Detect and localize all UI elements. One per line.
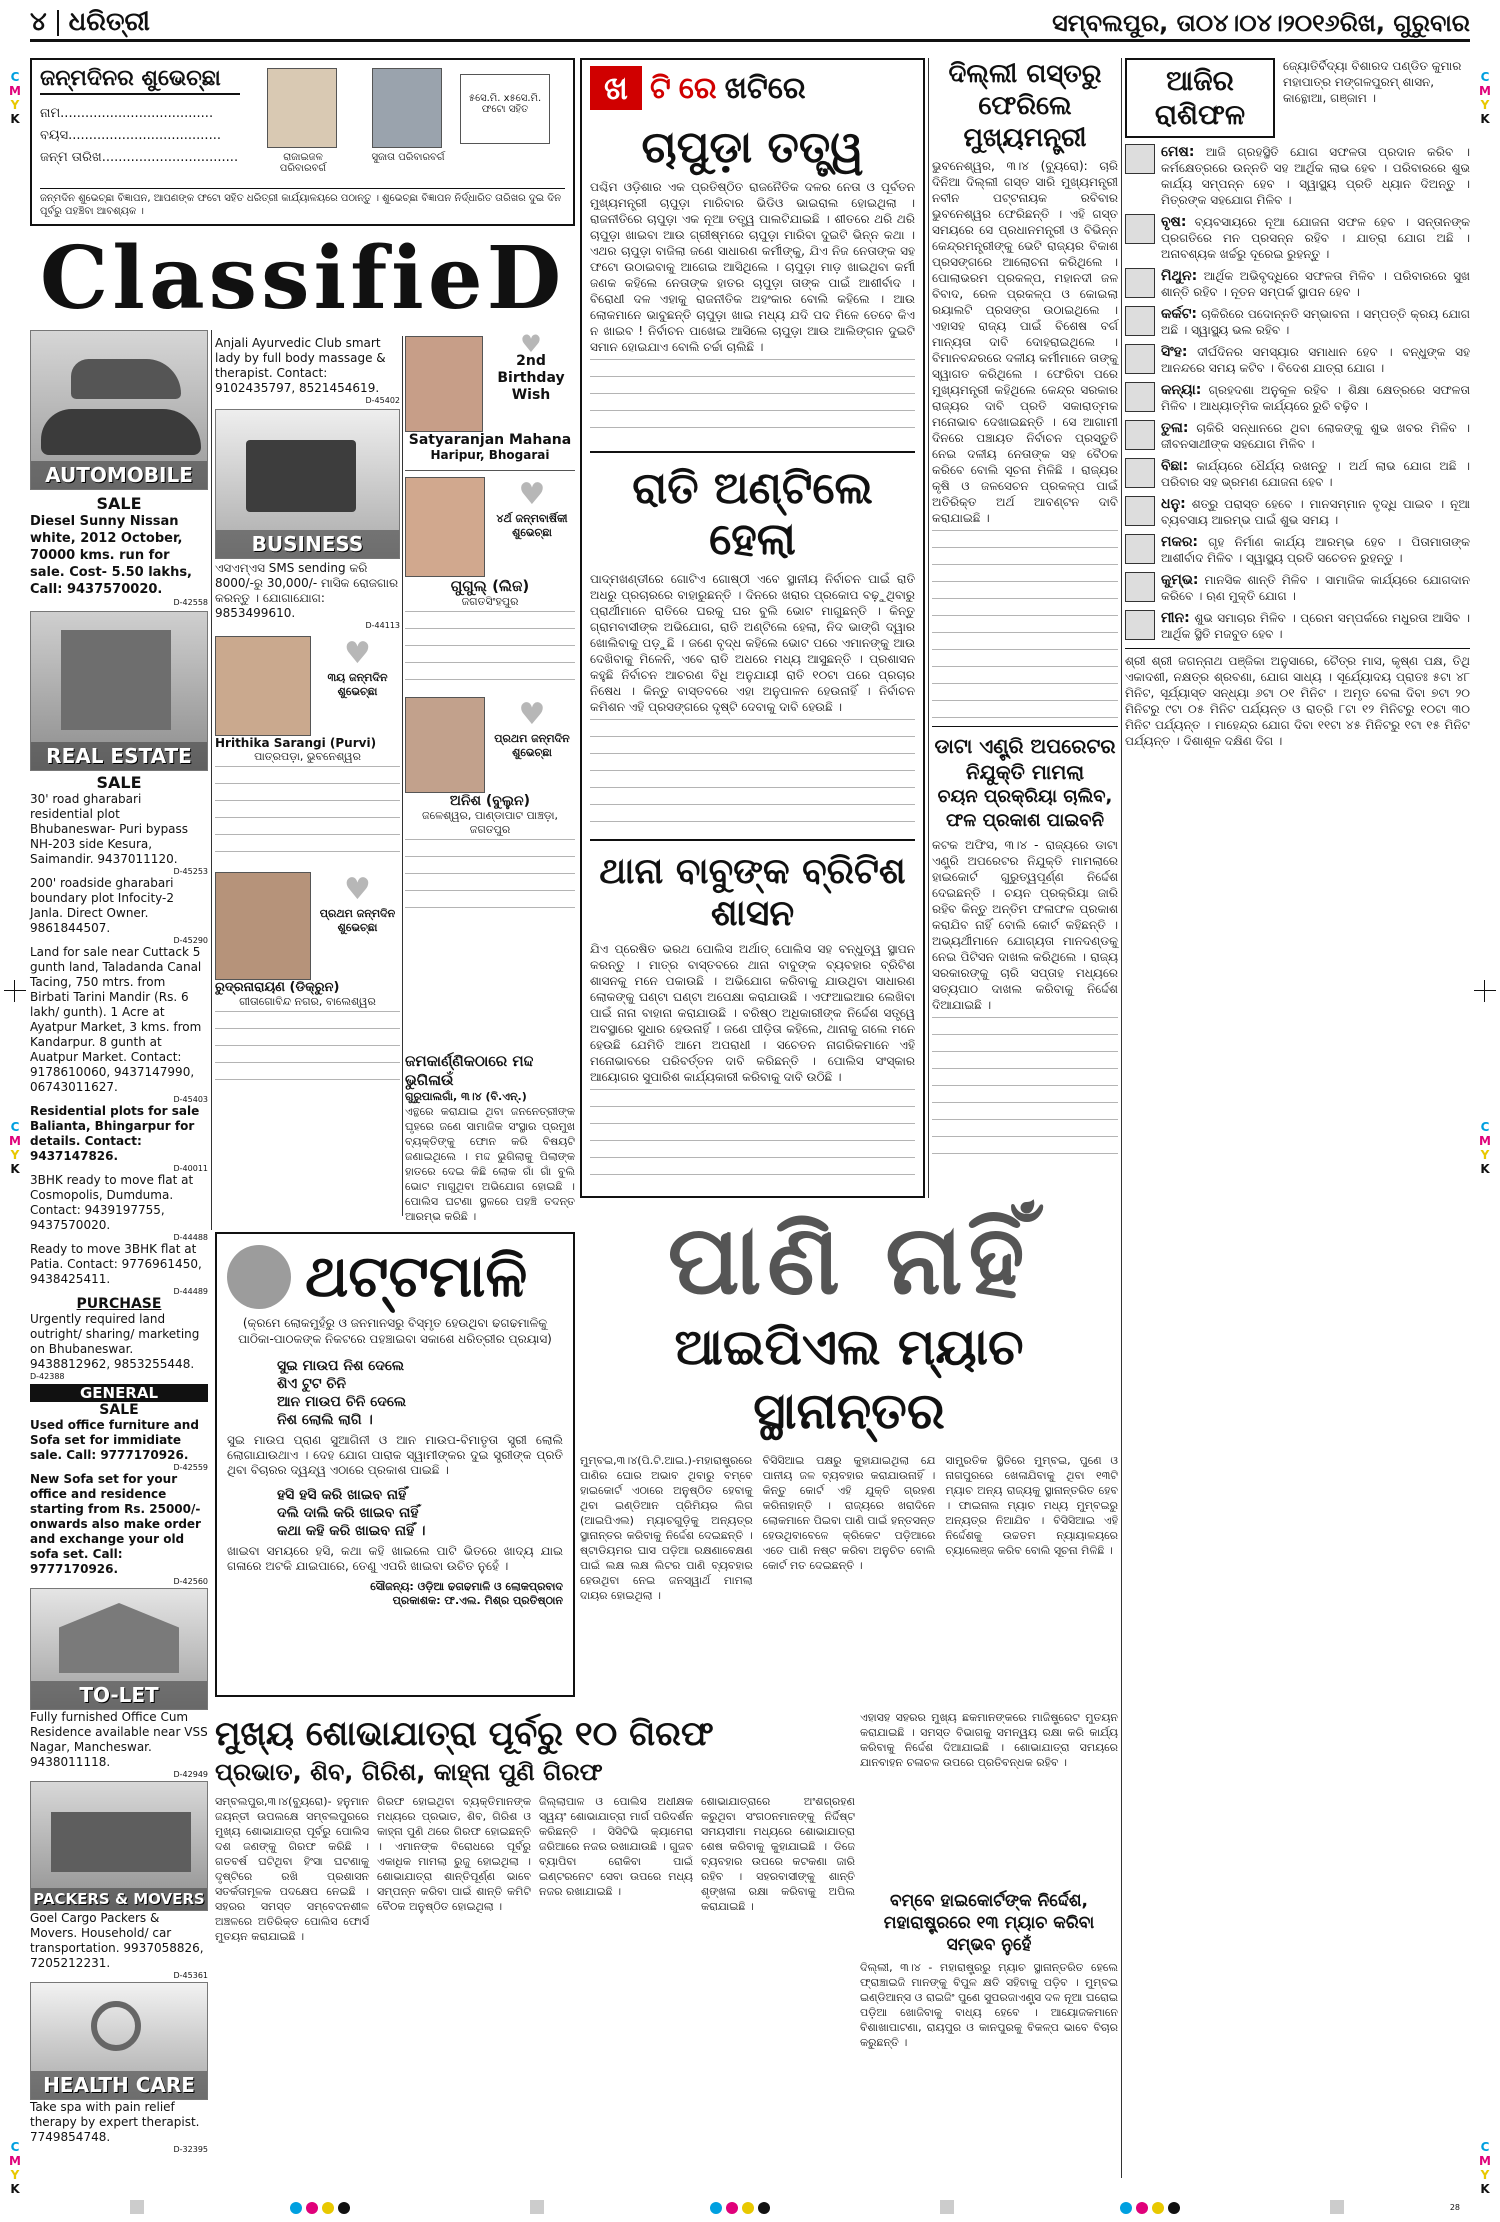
grey-swatch [530,2200,544,2214]
rashi-name: ବୃଷ: [1161,214,1187,230]
delhi-cm-news [932,58,1118,1157]
thana-body: ଯିଏ ପ୍ରେଷିତ ଭରଥ ପୋଲିସ ଅର୍ଥାତ୍ ପୋଲିସ ସହ ବନ୍ଧୁତ୍ୱ ସ୍ଥାପନ କରନ୍ତୁ । ମାତ୍ର ବାସ୍ତବରେ ଥାନା ବାବୁଙ୍କ ବ୍ୟବହାର ବ୍ରିଟିଶ ଶାସନକୁ ମନେ ପକାଉଛି । ଅଭିଯୋଗ କରିବାକୁ ଯାଉଥିବା ସାଧାରଣ ଲୋକଙ୍କୁ ଘଣ୍ଟା ଘଣ୍ଟା ଅପେକ୍ଷା କରାଯାଉଛି । ଏଫଆଇଆର ଲେଖିବା ପାଇଁ ନାନା ବାହାନା କରାଯାଉଛି । ବରିଷ୍ଠ ଅଧିକାରୀଙ୍କ ନିର୍ଦ୍ଦେଶ ସତ୍ତ୍ୱେ ଅବସ୍ଥାରେ ସୁଧାର ହେଉନାହିଁ । ଜଣେ ପୀଡ଼ିତା କହିଲେ, ଥାନାକୁ ଗଲେ ମନେ ହେଉଛି ଯେମିତି ଆମେ ଅପରାଧୀ । ସଚେତନ ନାଗରିକମାନେ ଏହି ମନୋଭାବରେ ପରିବର୍ତ୍ତନ ଦାବି କରିଛନ୍ତି । ପୋଲିସ ସଂସ୍କାର ଆୟୋଗର ସୁପାରିଶ କାର୍ଯ୍ୟକାରୀ କରିବାକୁ ଦାବି ଉଠିଛି । [590,942,915,1084]
data-entry-body: କଟକ ଅଫିସ, ୩।୪ - ରାଜ୍ୟରେ ଡାଟା ଏଣ୍ଟ୍ରି ଅପରେଟର ନିଯୁକ୍ତି ମାମଲାରେ ହାଇକୋର୍ଟ ଗୁରୁତ୍ୱପୂର୍ଣ୍ଣ ନିର୍ଦ୍ଦେଶ ଦେଇଛନ୍ତି । ଚୟନ ପ୍ରକ୍ରିୟା ଜାରି ରହିବ କିନ୍ତୁ ଅନ୍ତିମ ଫଳାଫଳ ପ୍ରକାଶ କରାଯିବ ନାହିଁ ବୋଲି କୋର୍ଟ କହିଛନ୍ତି । ଅଭ୍ୟର୍ଥୀମାନେ ଯୋଗ୍ୟତା ମାନଦଣ୍ଡକୁ ନେଇ ପିଟିସନ ଦାଖଲ କରିଥିଲେ । ରାଜ୍ୟ ସରକାରଙ୍କୁ ଚାରି ସପ୍ତାହ ମଧ୍ୟରେ ସତ୍ୟପାଠ ଦାଖଲ କରିବାକୁ ନିର୍ଦ୍ଦେଶ ଦିଆଯାଇଛି । [932,838,1118,1012]
cmyk-marker-right-bottom: C M Y K [1479,2140,1491,2196]
automobile-ad-image [30,330,208,490]
raati-headline: ରାତି ଅଣ୍ଟିଲେ ହେଲା [632,463,873,565]
real-estate-ad-image [30,611,208,771]
to-let-ad-1-code: D-42949 [173,1770,208,1779]
rudra-badge-text: ପ୍ରଥମ ଜନ୍ମଦିନ ଶୁଭେଚ୍ଛା [319,907,396,934]
grey-swatch [1330,2200,1344,2214]
thana-headline: ଥାନା ବାବୁଙ୍କ ବ୍ରିଟିଶ ଶାସନ [599,851,906,934]
real-estate-ad-5: 3BHK ready to move flat at Cosmopolis, Dumduma. Contact: 9439197755, 9437570020. [30,1173,194,1232]
anish-badge-text: ପ୍ରଥମ ଜନ୍ମଦିନ ଶୁଭେଚ୍ଛା [494,732,570,759]
arrest-story [215,1712,855,1944]
arrest-body-column-2: ଗିରଫ ହୋଇଥିବା ବ୍ୟକ୍ତିମାନଙ୍କ ମଧ୍ୟରେ ପ୍ରଭାତ, ଶିବ, ଗିରିଶ ଓ କାହ୍ନା ପୁଣି ଥରେ ଗିରଫ ହୋଇଛନ୍ତି । ଏମାନଙ୍କ ବିରୋଧରେ ପୂର୍ବରୁ ଏକାଧିକ ମାମଲା ରୁଜୁ ହୋଇଥିଲା । ଶୋଭାଯାତ୍ରା ଶାନ୍ତିପୂର୍ଣ୍ଣ ଭାବେ ସମ୍ପନ୍ନ କରିବା ପାଇଁ ଶାନ୍ତି କମିଟି ବୈଠକ ଅନୁଷ୍ଠିତ ହୋଇଥିଲା । [377,1795,531,1913]
section-divider [590,451,915,453]
purchase-ad-1-code: D-42388 [30,1372,65,1381]
jamanikas-body: ଏନ୍ଥରେ କରାଯାଇ ଥିବା ଜନନେତ୍ରୀଙ୍କ ଘୃହରେ ଜଣେ ସାମାଜିକ ସଂସ୍ଥାର ପ୍ରମୁଖ ବ୍ୟକ୍ତିଙ୍କୁ ଫୋନ କରି ବିଷୟଟି ଜଣାଇଥିଲେ । ମଦ୍ଦ ଭୁଗିଲାକୁ ପିଲାଙ୍କ ହାତରେ ଦେଇ କିଛି ଲୋକ ଗାଁ ଗାଁ ବୁଲି ଭୋଟ ମାଗୁଥିବା ଅଭିଯୋଗ ହୋଇଛି । ପୋଲିସ ଘଟଣା ସ୍ଥଳରେ ପହଞ୍ଚି ତଦନ୍ତ ଆରମ୍ଭ କରିଛି । [405,1105,575,1223]
dhagadhamali-header [227,1242,563,1311]
rashi-entry [1125,420,1470,452]
cmyk-dots [1120,2202,1180,2214]
rashi-entry [1125,268,1470,300]
anish-place: ଜଳେଶ୍ୱର, ପାଣ୍ଡାପାଟ ପାଞ୍ଚଡ଼ା, ଜଗତପୁର [422,809,558,836]
classified-column-2 [215,336,400,1081]
panjika-almanac: ଶ୍ରୀ ଶ୍ରୀ ଜଗନ୍ନାଥ ପଞ୍ଜିକା ଅନୁସାରେ, ଚୈତ୍ର ମାସ, କୃଷ୍ଣ ପକ୍ଷ, ତିଥି ଏକାଦଶୀ, ନକ୍ଷତ୍ର ଶ୍ରବଣା, ଯୋଗ ସାଧ୍ୟ । ସୂର୍ଯ୍ୟୋଦୟ ପ୍ରାତଃ ୫ଟା ୪୮ ମିନିଟ, ସୂର୍ଯ୍ୟାସ୍ତ ସନ୍ଧ୍ୟା ୬ଟା ୦୧ ମିନିଟ । ଅମୃତ ବେଳା ଦିବା ୭ଟା ୨୦ ମିନିଟରୁ ୯ଟା ୦୫ ମିନିଟ ପର୍ଯ୍ୟନ୍ତ ଓ ରାତ୍ରି ୮ଟା ୧୨ ମିନିଟରୁ ୧୦ଟା ୩୦ ମିନିଟ ପର୍ଯ୍ୟନ୍ତ । ମାହେନ୍ଦ୍ର ଯୋଗ ଦିବା ୧୧ଟା ୪୫ ମିନିଟରୁ ୧ଟା ୧୫ ମିନିଟ ପର୍ଯ୍ୟନ୍ତ । ଦିଶାଶୂଳ ଦକ୍ଷିଣ ଦିଗ । [1125,648,1470,749]
data-entry-body-continued [932,1017,1118,1157]
real-estate-ad-4: Residential plots for sale Balianta, Bhingarpur for details. Contact: 9437147826. [30,1104,200,1163]
second-birthday-text: 2nd Birthday Wish [497,353,565,403]
rashi-text: ଦୀର୍ଘଦିନର ସମସ୍ୟାର ସମାଧାନ ହେବ । ବନ୍ଧୁଙ୍କ ସହ ଆନନ୍ଦରେ ସମୟ କଟିବ । ବିଦେଶ ଯାତ୍ରା ଯୋଗ । [1161,345,1470,375]
business-ad-2-code: D-44113 [365,621,400,630]
health-ad-1-code: D-32395 [173,2145,208,2154]
general-ad-1-code: D-42559 [173,1463,208,1472]
dateline: ସମ୍ବଲପୁର, ତା୦୪।୦୪।୨୦୧୬ରିଖ, ଗୁରୁବାର [1052,8,1470,37]
field-name: ନାମ..................................... [40,106,214,121]
business-ad-1: Anjali Ayurvedic Club smart lady by full body massage & therapist. Contact: 9102435797, 8521454619. [215,336,386,395]
cmyk-marker-left-bottom: C M Y K [9,2140,21,2196]
rashi-name: ମେଷ: [1161,144,1195,160]
rashi-name: ସିଂହ: [1161,344,1188,360]
dhagadhamali-title: ଥଟ୍ଟମାଳି [305,1242,528,1310]
arrest-body-columns [215,1794,855,1944]
page-code: 28 [1449,2203,1460,2212]
rashi-text: ମାନସିକ ଶାନ୍ତି ମିଳିବ । ସାମାଜିକ କାର୍ଯ୍ୟରେ ଯୋଗଦାନ କରିବେ । ଋଣ ମୁକ୍ତି ଯୋଗ । [1161,573,1470,603]
purchase-heading: PURCHASE [76,1296,162,1312]
delhi-cm-body: ଭୁବନେଶ୍ୱର, ୩।୪ (ବ୍ୟୁରୋ): ଚାରି ଦିନିଆ ଦିଲ୍ଲୀ ଗସ୍ତ ସାରି ମୁଖ୍ୟମନ୍ତ୍ରୀ ନବୀନ ପଟ୍ଟନାୟକ ରବିବାର ଭୁବନେଶ୍ୱର ଫେରିଛନ୍ତି । ଏହି ଗସ୍ତ ସମୟରେ ସେ ପ୍ରଧାନମନ୍ତ୍ରୀ ଓ ବିଭିନ୍ନ କେନ୍ଦ୍ରମନ୍ତ୍ରୀଙ୍କୁ ଭେଟି ରାଜ୍ୟର ବିକାଶ ପ୍ରସଙ୍ଗରେ ଆଲୋଚନା କରିଥିଲେ । ପୋଲାଭରମ ପ୍ରକଳ୍ପ, ମହାନଦୀ ଜଳ ବିବାଦ, ରେଳ ପ୍ରକଳ୍ପ ଓ କୋଇଲା ରୟାଲଟି ପ୍ରସଙ୍ଗ ଉଠାଇଥିଲେ । ଏହାସହ ରାଜ୍ୟ ପାଇଁ ବିଶେଷ ବର୍ଗ ମାନ୍ୟତା ଦାବି ଦୋହରାଇଥିଲେ । ବିମାନବନ୍ଦରରେ ଦଳୀୟ କର୍ମୀମାନେ ତାଙ୍କୁ ସ୍ୱାଗତ କରିଥିଲେ । ଫେରିବା ପରେ ମୁଖ୍ୟମନ୍ତ୍ରୀ କହିଥିଲେ କେନ୍ଦ୍ର ସରକାର ରାଜ୍ୟର ଦାବି ପ୍ରତି ସକାରାତ୍ମକ ମନୋଭାବ ଦେଖାଇଛନ୍ତି । ସେ ଆଗାମୀ ଦିନରେ ପଞ୍ଚାୟତ ନିର୍ବାଚନ ପ୍ରସ୍ତୁତି ନେଇ ଦଳୀୟ ନେତାଙ୍କ ସହ ବୈଠକ କରିବେ ବୋଲି ସୂଚନା ମିଳିଛି । ରାଜ୍ୟର କୃଷି ଓ ଜଳସେଚନ ପ୍ରକଳ୍ପ ପାଇଁ ଅତିରିକ୍ତ ଅର୍ଥ ଆବଣ୍ଟନ ଦାବି କରାଯାଇଛି । [932,159,1118,525]
section-divider [932,726,1118,727]
rashi-name: ମକର: [1161,534,1199,550]
arrest-body-column-3: ଜିଲ୍ଲାପାଳ ଓ ପୋଲିସ ଅଧୀକ୍ଷକ ସ୍ୱୟଂ ଶୋଭାଯାତ୍ରା ମାର୍ଗ ପରିଦର୍ଶନ କରିଛନ୍ତି । ସିସିଟିଭି କ୍ୟାମେରା ଜରିଆରେ ନଜର ରଖାଯାଉଛି । ଗୁଜବ ବ୍ୟାପିବା ରୋକିବା ପାଇଁ ଇଣ୍ଟରନେଟ ସେବା ଉପରେ ମଧ୍ୟ ନଜର ରଖାଯାଇଛି । [539,1795,693,1898]
khatire-banner-re: ରେ [678,70,717,106]
real-estate-sale-heading: SALE [96,773,142,792]
satyaranjan-place: Haripur, Bhogarai [430,448,550,462]
gugul-name: ଗୁଗୁଲ୍ (ଲିଜ) [450,577,530,595]
cmyk-marker-left-mid: C M Y K [9,1120,21,1176]
zodiac-icon [1125,344,1155,374]
hrithika-name: Hrithika Sarangi (Purvi) [215,736,377,750]
rashi-text: ଗୃହ ନିର୍ମାଣ କାର୍ଯ୍ୟ ଆରମ୍ଭ ହେବ । ପିତାମାତାଙ୍କ ଆଶୀର୍ବାଦ ମିଳିବ । ସ୍ୱାସ୍ଥ୍ୟ ପ୍ରତି ସଚେତନ ରୁହନ୍ତୁ । [1161,535,1470,565]
data-entry-headline: ଡାଟା ଏଣ୍ଟ୍ରି ଅପରେଟର ନିଯୁକ୍ତି ମାମଲା [934,734,1116,784]
rudra-wishes-text [215,1011,400,1081]
raati-body: ପାଦ୍ମଖଣ୍ଡୀରେ ଗୋଟିଏ ଗୋଷ୍ଠୀ ଏବେ ସ୍ଥାନୀୟ ନିର୍ବାଚନ ପାଇଁ ରାତି ଅଧରୁ ପ୍ରଚାରରେ ବାହାରୁଛନ୍ତି । ଦିନରେ ଖରାର ପ୍ରକୋପ ବଢ଼ୁଥିବାରୁ ପ୍ରାର୍ଥୀମାନେ ରାତିରେ ଘରକୁ ଘର ବୁଲି ଭୋଟ ମାଗୁଛନ୍ତି । କିନ୍ତୁ ଗ୍ରାମବାସୀଙ୍କ ଅଭିଯୋଗ, ରାତି ଅଣ୍ଟିଲେ ହେଲା, ନିଦ ଭାଙ୍ଗି ଦ୍ୱାର ଖୋଲିବାକୁ ପଡ଼ୁଛି । ଜଣେ ବୃଦ୍ଧ କହିଲେ ଭୋଟ ପରେ ଏମାନଙ୍କୁ ଆଉ ଦେଖିବାକୁ ମିଳେନି, ଏବେ ରାତି ଅଧରେ ମଧ୍ୟ ଆସୁଛନ୍ତି । ପ୍ରଶାସନ କହୁଛି ନିର୍ବାଚନ ଆଚରଣ ବିଧି ଅନୁଯାୟୀ ରାତି ୧୦ଟା ପରେ ପ୍ରଚାର ନିଷେଧ । କିନ୍ତୁ ବାସ୍ତବରେ ଏହା ଅନୁପାଳନ ହେଉନାହିଁ । ନିର୍ବାଚନ କମିଶନ ଏହି ପ୍ରସଙ୍ଗରେ ଦୃଷ୍ଟି ଦେବାକୁ ଦାବି ହେଉଛି । [590,572,915,714]
delhi-cm-headline: ଦିଲ୍ଲୀ ଗସ୍ତରୁ ଫେରିଲେ ମୁଖ୍ୟମନ୍ତ୍ରୀ [948,59,1102,153]
briefcase-shape [246,440,356,512]
anish-photo [405,697,485,793]
hrithika-photo [215,636,311,736]
real-estate-ad-2: 200' roadside gharabari boundary plot Infocity-2 Janla. Direct Owner. 9861844507. [30,876,175,935]
ipl-headline: ଆଇପିଏଲ ମ୍ୟାଚ ସ୍ଥାନାନ୍ତର [674,1318,1024,1440]
rudra-place: ଗୀତାଗୋବିନ୍ଦ ନଗର, ବାଲେଶ୍ୱର [239,995,376,1008]
field-dob: ଜନ୍ମ ତାରିଖ................................. [40,150,239,165]
arrest-body-column-5: ଏହାସହ ସହରର ମୁଖ୍ୟ ଛକମାନଙ୍କରେ ମାଜିଷ୍ଟ୍ରେଟ ମୁତୟନ କରାଯାଇଛି । ସମସ୍ତ ବିଭାଗକୁ ସମନ୍ୱୟ ରକ୍ଷା କରି କାର୍ଯ୍ୟ କରିବାକୁ ନିର୍ଦ୍ଦେଶ ଦିଆଯାଇଛି । ଶୋଭାଯାତ୍ରା ସମୟରେ ଯାନବାହନ ଚଳାଚଳ ଉପରେ ପ୍ରତିବନ୍ଧକ ରହିବ । [860,1711,1118,1769]
second-birthday-badge [487,330,575,432]
jamanikas-headline: ଜମକାର୍ଣ୍ଣିକଠାରେ ମଦ୍ଦ ଭୁଗିଳାଉଁ [405,1052,534,1089]
photo-size-note: ୫ସେ.ମି. x୫ସେ.ମି. ଫଟୋ ସହିତ [460,74,550,144]
building-shape [61,630,171,730]
rashi-entry [1125,144,1470,208]
rashi-entry [1125,572,1470,604]
zodiac-icon [1125,214,1155,244]
heart-icon: ♥ [520,330,542,358]
rashi-entry [1125,610,1470,642]
cmyk-marker-left-top: C M Y K [9,70,21,126]
chapuda-headline: ଚାପୁଡ଼ା ତତ୍ତ୍ୱ [641,122,864,173]
rashi-text: ଚାକିରିରେ ପଦୋନ୍ନତି ସମ୍ଭାବନା । ସମ୍ପତ୍ତି କ୍ରୟ ଯୋଗ ଅଛି । ସ୍ୱାସ୍ଥ୍ୟ ଭଲ ରହିବ । [1161,307,1470,337]
delhi-cm-body-continued [932,530,1118,720]
rashi-text: ଚାକିରି ସନ୍ଧାନରେ ଥିବା ଲୋକଙ୍କୁ ଶୁଭ ଖବର ମିଳିବ । ଜୀବନସାଥୀଙ୍କ ସହଯୋଗ ମିଳିବ । [1161,421,1470,451]
rashi-text: ଆର୍ଥିକ ଅଭିବୃଦ୍ଧିରେ ସଫଳତା ମିଳିବ । ପରିବାରରେ ସୁଖ ଶାନ୍ତି ରହିବ । ନୂତନ ସମ୍ପର୍କ ସ୍ଥାପନ ହେବ । [1161,269,1470,299]
header-divider [57,10,59,36]
cmyk-marker-right-top: C M Y K [1479,70,1491,126]
packers-ad-1-code: D-45361 [173,1971,208,1980]
birthday-form-footer: ଜନ୍ମଦିନ ଶୁଭେଚ୍ଛା ବିଜ୍ଞାପନ, ଆପଣଙ୍କ ଫଟୋ ସହିତ ଧରିତ୍ରୀ କାର୍ଯ୍ୟାଳୟରେ ପଠାନ୍ତୁ । ଶୁଭେଚ୍ଛା ବିଜ୍ଞାପନ ନିର୍ଦ୍ଧାରିତ ତାରିଖର ଦୁଇ ଦିନ ପୂର୍ବରୁ ପହଞ୍ଚିବା ଆବଶ୍ୟକ । [40,188,565,218]
heart-icon: ♥ [344,636,371,671]
truck-shape [51,1812,191,1872]
real-estate-ad-5-code: D-44488 [173,1233,208,1242]
zodiac-icon [1125,144,1155,174]
automobile-ad-1-code: D-42558 [173,598,208,607]
rashifala-title: ଆଜିର ରାଶିଫଳ [1125,58,1275,138]
rashi-text: ଶୁଭ ସମାଚାର ମିଳିବ । ପ୍ରେମ ସମ୍ପର୍କରେ ମଧୁରତା ଆସିବ । ଆର୍ଥିକ ସ୍ଥିତି ମଜବୁତ ହେବ । [1161,611,1470,641]
rashi-entry [1125,496,1470,528]
automobile-ad-1: Diesel Sunny Nissan white, 2012 October, 70000 kms. run for sale. Cost- 5.50 lakhs, Call: 9437570020. [30,514,192,597]
zodiac-icon [1125,306,1155,336]
khatire-banner [590,66,915,110]
rashifala-column [1125,58,1470,749]
heart-icon: ♥ [344,872,371,907]
registration-mark-right [1474,980,1496,1002]
general-ad-1: Used office furniture and Sofa set for immidiate sale. Call: 9777170926. [30,1418,199,1462]
business-ad-2: ଏସଏମ୍ଏସ SMS sending କରି 8000/-ରୁ 30,000/- ମାସିକ ରୋଜଗାର କରନ୍ତୁ । ଯୋଗାଯୋଗ: 9853499610. [215,561,399,620]
registration-mark-left [4,980,26,1002]
satyaranjan-photo [405,336,483,432]
satyaranjan-wish-ad [405,330,575,432]
rashifala-header [1125,58,1470,138]
health-ad-image [30,1982,208,2100]
astrologer-credit: ଜ୍ୟୋତିର୍ବିଦ୍ୟା ବିଶାରଦ ପଣ୍ଡିତ କୁମାର ମହାପାତ୍ର ମଙ୍ଗଳପୁରମ୍ ଶାସନ, କାନ୍ଥୋଆ, ଗଞ୍ଜାମ । [1283,59,1462,105]
anish-wishes-text [405,839,575,909]
real-estate-ad-3: Land for sale near Cuttack 5 gunth land, Taladanda Canal Tacing, 750 mtrs. from Birbati Tarini Mandir (Rs. 6 lakh/ gunth). 1 Acre at Ayatpur Market, 3 kms. from Kandarpur. 8 gunth at Auatpur Market. Contact: 9178610060, 9437147990, 06743011627. [30,945,202,1094]
rudra-photo [215,872,311,980]
rashi-entry [1125,344,1470,376]
gugul-badge [489,477,575,577]
anish-wish-ad [405,697,575,793]
dhagadhamali-credit: ସୌଜନ୍ୟ: ଓଡ଼ିଆ ଢଗଢମାଳି ଓ ଲୋକପ୍ରବାଦ [370,1580,563,1593]
sample-adult-photo [372,68,442,148]
real-estate-ad-1: 30' road gharabari residential plot Bhubaneswar- Puri bypass NH-203 side Kesura, Saimandir. 9437011120. [30,792,189,866]
column-rule [402,336,403,1216]
rashi-list [1125,144,1470,642]
satyaranjan-name: Satyaranjan Mahana [408,432,572,448]
ipl-body-column-1: ମୁମ୍ବଇ,୩।୪(ପି.ଟି.ଆଇ.)-ମହାରାଷ୍ଟ୍ରରେ ପାଣିର ଘୋର ଅଭାବ ଥିବାରୁ ବମ୍ବେ ହାଇକୋର୍ଟ ଏଠାରେ ଅନୁଷ୍ଠିତ ହେବାକୁ ଥିବା ଇଣ୍ଡିଆନ ପ୍ରିମିୟର ଲିଗ (ଆଇପିଏଲ) ମ୍ୟାଚଗୁଡ଼ିକୁ ଅନ୍ୟତ୍ର ସ୍ଥାନାନ୍ତର କରିବାକୁ ନିର୍ଦ୍ଦେଶ ଦେଇଛନ୍ତି । ଷ୍ଟାଡିୟମର ଘାସ ପଡ଼ିଆ ରକ୍ଷଣାବେକ୍ଷଣ ପାଇଁ ଲକ୍ଷ ଲକ୍ଷ ଲିଟର ପାଣି ବ୍ୟବହାର ହେଉଥିବା ନେଇ ଜନସ୍ୱାର୍ଥ ମାମଲା ଦାୟର ହୋଇଥିଲା । [580,1454,753,1602]
ipl-body-columns [580,1453,1118,1603]
packers-ad-1: Goel Cargo Packers & Movers. Household/ car transportation. 9937058826, 7205212231. [30,1911,204,1970]
zodiac-icon [1125,572,1155,602]
general-heading: GENERAL [30,1384,208,1402]
dhagadhamali-intro: (କ୍ରମେ ଲୋକମୁହଁରୁ ଓ ଜନମାନସରୁ ବିସ୍ମୃତ ହେଉଥିବା ଢଗଢମାଳିକୁ ପାଠିକା-ପାଠକଙ୍କ ନିକଟରେ ପହଞ୍ଚାଇବା ସକାଶେ ଧରିତ୍ରୀର ପ୍ରୟାସ) [238,1316,552,1346]
rashi-entry [1125,214,1470,262]
rashi-text: ଗ୍ରହଦଶା ଅନୁକୂଳ ରହିବ । ଶିକ୍ଷା କ୍ଷେତ୍ରରେ ସଫଳତା ମିଳିବ । ଆଧ୍ୟାତ୍ମିକ କାର୍ଯ୍ୟରେ ରୁଚି ବଢ଼ିବ । [1161,383,1470,413]
packers-ad-image [30,1781,208,1911]
rudra-badge [315,872,400,980]
data-entry-subheadline: ଚୟନ ପ୍ରକ୍ରିୟା ଚାଲିବ, ଫଳ ପ୍ରକାଶ ପାଇବନି [937,786,1113,831]
gugul-badge-text: ୪ର୍ଥ ଜନ୍ମବାର୍ଷିକୀ ଶୁଭେଚ୍ଛା [496,512,568,539]
real-estate-ad-4-code: D-40011 [173,1164,208,1173]
cartoon-face-icon [227,1245,291,1309]
section-divider [590,839,915,841]
real-estate-ad-6: Ready to move 3BHK flat at Patia. Contact: 9776961450, 9438425411. [30,1242,202,1286]
rashi-text: ଆଜି ଗ୍ରହସ୍ଥିତି ଯୋଗ ସଫଳତା ପ୍ରଦାନ କରିବ । କର୍ମକ୍ଷେତ୍ରରେ ଉନ୍ନତି ସହ ଆର୍ଥିକ ଲାଭ ହେବ । ପରିବାରରେ ଶୁଭ କାର୍ଯ୍ୟ ସମ୍ପନ୍ନ ହେବ । ସ୍ୱାସ୍ଥ୍ୟ ପ୍ରତି ଧ୍ୟାନ ଦିଅନ୍ତୁ । ମିତ୍ରଙ୍କ ସହଯୋଗ ମିଳିବ । [1161,145,1470,207]
anish-name: ଅନିଶ (ବୁଲୁନ) [449,793,531,809]
rashi-name: କର୍କଟ: [1161,306,1197,322]
ipl-substory-body: ଦିଲ୍ଲୀ, ୩।୪ - ମହାରାଷ୍ଟ୍ରରୁ ମ୍ୟାଚ ସ୍ଥାନାନ୍ତରିତ ହେଲେ ଫ୍ରାଞ୍ଚାଇଜି ମାନଙ୍କୁ ବିପୁଳ କ୍ଷତି ସହିବାକୁ ପଡ଼ିବ । ମୁମ୍ବଇ ଇଣ୍ଡିଆନ୍ସ ଓ ରାଇଜିଂ ପୁଣେ ସୁପରଜାଏଣ୍ଟ୍ସ ଦଳ ନୂଆ ଘରୋଇ ପଡ଼ିଆ ଖୋଜିବାକୁ ବାଧ୍ୟ ହେବେ । ଆୟୋଜକମାନେ ବିଶାଖାପାଟଣା, ରାୟପୁର ଓ କାନପୁରକୁ ବିକଳ୍ପ ଭାବେ ବିଚାର କରୁଛନ୍ତି । [860,1961,1118,2049]
automobile-sale-heading: SALE [96,494,142,513]
stethoscope-icon [91,2001,141,2051]
rashi-name: ତୁଳା: [1161,420,1189,436]
health-label: HEALTH CARE [31,2071,207,2099]
business-ad-image [215,409,400,559]
dhagadhamali-box [215,1232,575,1697]
purchase-ad-1: Urgently required land outright/ sharing/ marketing on Bhubaneswar. 9438812962, 9853255448. [30,1312,200,1371]
dhagadhamali-verse-1: ସୁଇ ମାଉପ ନିଶ ଦେଲେ ଶିଏ ଟୁଟ ଚିନି ଆନ ମାଉପ ଚିନି ଦେଲେ ନିଶ ଲୋଲି ଲାଗି । [277,1358,407,1428]
ipl-substory [860,1890,1118,2050]
newspaper-name: ଧରିତ୍ରୀ [68,7,150,37]
zodiac-icon [1125,534,1155,564]
jamanikas-byline: ଗୁରୁପାଲଗାଁ, ୩।୪ (ବି.ଏନ୍.) [405,1090,527,1103]
hrithika-badge [315,636,400,736]
raati-body-continued [590,719,915,831]
dhagadhamali-explanation-2: ଖାଇବା ସମୟରେ ହସି, କଥା କହି ଖାଇଲେ ପାଟି ଭିତରେ ଖାଦ୍ୟ ଯାଇ ଗଳାରେ ଅଟକି ଯାଇପାରେ, ତେଣୁ ଏପରି ଖାଇବା ଉଚିତ ନୁହେଁ । [227,1544,563,1573]
hrithika-badge-text: ୩ୟ ଜନ୍ମଦିନ ଶୁଭେଚ୍ଛା [327,671,388,698]
zodiac-icon [1125,458,1155,488]
gugul-photo [405,477,485,577]
sample-baby-photo [267,68,337,148]
rashi-name: କୁମ୍ଭ: [1161,572,1199,588]
house-shape [59,1603,179,1673]
birthday-form-title: ଜନ୍ମଦିନର ଶୁଭେଚ୍ଛା [40,66,240,95]
rashi-entry [1125,534,1470,566]
classified-column-1 [30,330,208,2154]
health-ad-1: Take spa with pain relief therapy by expert therapist. 7749854748. [30,2100,200,2144]
zodiac-icon [1125,610,1155,640]
column-rule [928,58,929,1198]
ipl-body-column-3: ସାମ୍ପ୍ରତିକ ସ୍ଥିତିରେ ମୁମ୍ବଇ, ପୁଣେ ଓ ନାଗପୁରରେ ଖେଳାଯିବାକୁ ଥିବା ୧୩ଟି ମ୍ୟାଚ ଅନ୍ୟ ରାଜ୍ୟକୁ ସ୍ଥାନାନ୍ତରିତ ହେବ । ଫାଇନାଲ ମ୍ୟାଚ ମଧ୍ୟ ମୁମ୍ବଇରୁ ଅନ୍ୟତ୍ର ନିଆଯିବ । ବିସିସିଆଇ ଏହି ନିର୍ଦ୍ଦେଶକୁ ଉଚ୍ଚତମ ନ୍ୟାୟାଳୟରେ ଚ୍ୟାଲେଞ୍ଜ କରିବ ବୋଲି ସୂଚନା ମିଳିଛି । [945,1454,1119,1557]
rashi-text: ଶତ୍ରୁ ପରାସ୍ତ ହେବେ । ମାନସମ୍ମାନ ବୃଦ୍ଧି ପାଇବ । ନୂଆ ବ୍ୟବସାୟ ଆରମ୍ଭ ପାଇଁ ଶୁଭ ସମୟ । [1161,497,1470,527]
to-let-label: TO-LET [31,1681,207,1709]
to-let-ad-image [30,1588,208,1710]
khatire-banner-ti: ଟି [650,70,671,106]
car-shape [41,409,201,455]
rashi-name: କନ୍ୟା: [1161,382,1202,398]
rashi-name: ବିଛା: [1161,458,1189,474]
dhagadhamali-verse-2: ହସି ହସି କରି ଖାଇବ ନାହିଁ ଦଲି ଦାଲି କରି ଖାଇବ ନାହିଁ କଥା କହି କରି ଖାଇବ ନାହିଁ । [277,1487,426,1539]
ipl-kicker: ପାଣି ନାହିଁ [667,1204,1031,1316]
business-label: BUSINESS [216,530,399,558]
zodiac-icon [1125,420,1155,450]
column-rule [211,330,212,1230]
chapuda-body: ପଶ୍ଚିମ ଓଡ଼ିଶାର ଏକ ପ୍ରତିଷ୍ଠିତ ରାଜନୈତିକ ଦଳର ନେତା ଓ ପୂର୍ବତନ ମୁଖ୍ୟମନ୍ତ୍ରୀ ଚାପୁଡ଼ା ମାରିବାର ଭିଡିଓ ଭାଇରାଲ ହୋଇଥିଲା । ରାଜନୀତିରେ ଚାପୁଡ଼ା ଏକ ନୂଆ ତତ୍ତ୍ୱ ପାଲଟିଯାଇଛି । ଶୀତରେ ଥରି ଥରି ଚାପୁଡ଼ା ଖାଇବା ଆଉ ଗ୍ରୀଷ୍ମରେ ଚାପୁଡ଼ା ମାରିବା ଦୁଇଟି ଭିନ୍ନ କଥା । ଏଥର ଚାପୁଡ଼ା ବାଜିଲା ଜଣେ ସାଧାରଣ କର୍ମୀଙ୍କୁ, ଯିଏ ନିଜ ନେତାଙ୍କ ସହ ଫଟୋ ଉଠାଇବାକୁ ଆଗେଇ ଆସିଥିଲେ । ଚାପୁଡ଼ା ମାଡ଼ ଖାଇଥିବା କର୍ମୀ ଜଣକ କହିଲେ ନେତାଙ୍କ ହାତର ଚାପୁଡ଼ା ତାଙ୍କ ପାଇଁ ଆଶୀର୍ବାଦ । ବିରୋଧୀ ଦଳ ଏହାକୁ ରାଜନୀତିକ ଅହଂକାର ବୋଲି କହିଲେ । ଆଉ ଲୋକମାନେ ଭାବୁଛନ୍ତି ଚାପୁଡ଼ା ଖାଇ ମଧ୍ୟ ଯଦି ପଦ ମିଳେ ତେବେ କିଏ ନ ଖାଇବ ! ନିର୍ବାଚନ ପାଖେଇ ଆସିଲେ ଚାପୁଡ଼ା ଆଉ ଆଲିଙ୍ଗନ ଦୁଇଟି ସମାନ ହୋଇଯାଏ ବୋଲି ଚର୍ଚ୍ଚା ଚାଲିଛି । [590,180,915,354]
sample-photo-caption-2: ସୁଜାତା ପରିବାରବର୍ଗ [371,152,445,163]
page-number: ୪ [30,7,47,37]
general-ad-2: New Sofa set for your office and residence starting from Rs. 25000/- onwards also make order and exchange your old sofa set. Call: 9777170926. [30,1472,201,1576]
heart-icon: ♥ [518,477,546,512]
grey-swatch [130,2200,144,2214]
rashi-text: କାର୍ଯ୍ୟରେ ଧୈର୍ଯ୍ୟ ରଖନ୍ତୁ । ଅର୍ଥ ଲାଭ ଯୋଗ ଅଛି । ପରିବାର ସହ ଭ୍ରମଣ ଯୋଜନା ହେବ । [1161,459,1470,489]
real-estate-ad-2-code: D-45290 [173,936,208,945]
motorcycle-shape [71,359,181,399]
sample-photo-caption-1: ରାଜାଇଜଳ ପରିବାରବର୍ଗ [279,152,327,174]
real-estate-ad-3-code: D-45403 [173,1095,208,1104]
rashi-entry [1125,306,1470,338]
arrest-story-continued [860,1710,1118,1770]
dhagadhamali-explanation-1: ସୁଇ ମାଉପ ପ୍ରାଣ ସୁଆଗିନୀ ଓ ଆନ ମାଉପ-ବିମାତୃତା ସ୍ତ୍ରୀ ଲୋଲି ଲୋଗାଯାଉଥାଏ । ଦେହ ଯୋଗ ପାରାକ ସ୍ୱାମୀଙ୍କର ଦୁଇ ସ୍ତ୍ରୀଙ୍କ ପ୍ରତି ଥିବା ବିଚାରର ଦ୍ୱନ୍ଦ୍ୱ ଏଠାରେ ପ୍ରକାଶ ପାଇଛି । [227,1433,563,1477]
real-estate-ad-1-code: D-45253 [173,867,208,876]
column-rule [1121,58,1122,2178]
to-let-ad-1: Fully furnished Office Cum Residence available near VSS Nagar, Mancheswar. 9438011118. [30,1710,208,1769]
general-sale-heading: SALE [99,1402,139,1418]
arrest-body-column-4: ଶୋଭାଯାତ୍ରାରେ ଅଂଶଗ୍ରହଣ କରୁଥିବା ସଂଗଠନମାନଙ୍କୁ ନିର୍ଦ୍ଦିଷ୍ଟ ସମୟସୀମା ମଧ୍ୟରେ ଶୋଭାଯାତ୍ରା ଶେଷ କରିବାକୁ କୁହାଯାଇଛି । ଡିଜେ ବ୍ୟବହାର ଉପରେ କଟକଣା ଜାରି ରହିବ । ସହରବାସୀଙ୍କୁ ଶାନ୍ତି ଶୃଙ୍ଖଳା ରକ୍ଷା କରିବାକୁ ଅପିଲ କରାଯାଇଛି । [701,1795,855,1913]
arrest-body-column-1: ସମ୍ବଲପୁର,୩।୪(ବ୍ୟୁରୋ)- ହନୁମାନ ଜୟନ୍ତୀ ଉପଲକ୍ଷେ ସମ୍ବଲପୁରରେ ମୁଖ୍ୟ ଶୋଭାଯାତ୍ରା ପୂର୍ବରୁ ପୋଲିସ ଦଶ ଜଣଙ୍କୁ ଗିରଫ କରିଛି । ଗତବର୍ଷ ଘଟିଥିବା ହିଂସା ଘଟଣାକୁ ଦୃଷ୍ଟିରେ ରଖି ପ୍ରଶାସନ ସତର୍କତାମୂଳକ ପଦକ୍ଷେପ ନେଇଛି । ସହରର ସମସ୍ତ ସମ୍ବେଦନଶୀଳ ଅଞ୍ଚଳରେ ଅତିରିକ୍ତ ପୋଲିସ ଫୋର୍ସ ମୁତୟନ କରାଯାଇଛି । [215,1795,369,1943]
general-ad-2-code: D-42560 [173,1577,208,1586]
anish-badge [489,697,575,793]
khatire-box [580,58,925,1198]
thana-body-continued [590,1089,915,1185]
field-age: ବୟସ..................................... [40,128,221,143]
cmyk-dots [290,2202,350,2214]
jamanikas-news [405,1052,575,1224]
dhagadhamali-publisher: ପ୍ରକାଶକ: ଫ.ଏଲ. ମିଶ୍ର ପ୍ରତିଷ୍ଠାନ [392,1594,563,1607]
hrithika-wish-ad [215,636,400,736]
classified-column-3 [405,330,575,909]
khatire-banner-kha: ଖ [590,66,642,110]
gugul-place: ଜଗତସିଂହପୁର [461,595,519,608]
cmyk-marker-right-mid: C M Y K [1479,1120,1491,1176]
hrithika-place: ପାତ୍ରପଡ଼ା, ଭୁବନେଶ୍ୱର [254,750,361,763]
rashi-name: ମିଥୁନ: [1161,268,1198,284]
real-estate-label: REAL ESTATE [31,742,207,770]
packers-label: PACKERS & MOVERS [31,1888,207,1910]
arrest-subheadline: ପ୍ରଭାତ, ଶିବ, ଗିରିଶ, କାହ୍ନା ପୁଣି ଗିରଫ [215,1758,603,1786]
grey-swatch [940,2200,954,2214]
rashi-entry [1125,382,1470,414]
rashi-entry [1125,458,1470,490]
ipl-body-column-2: ବିସିସିଆଇ ପକ୍ଷରୁ କୁହାଯାଇଥିଲା ଯେ ପାନୀୟ ଜଳ ବ୍ୟବହାର କରାଯାଉନାହିଁ । କିନ୍ତୁ କୋର୍ଟ ଏହି ଯୁକ୍ତି ଗ୍ରହଣ କରିନାହାନ୍ତି । ରାଜ୍ୟରେ ଖରାଦିନେ ଲୋକମାନେ ପିଇବା ପାଣି ପାଇଁ ହନ୍ତସନ୍ତ ହେଉଥିବାବେଳେ କ୍ରିକେଟ ପଡ଼ିଆରେ ଏତେ ପାଣି ନଷ୍ଟ କରିବା ଅନୁଚିତ ବୋଲି କୋର୍ଟ ମତ ଦେଇଛନ୍ତି । [762,1454,936,1572]
cmyk-dots [710,2202,770,2214]
hrithika-wishes-text [215,766,400,866]
zodiac-icon [1125,496,1155,526]
arrest-headline: ମୁଖ୍ୟ ଶୋଭାଯାତ୍ରା ପୂର୍ବରୁ ୧୦ ଗିରଫ [215,1714,714,1754]
rudra-name: ରୁଦ୍ରନାରାୟଣ (ଡିକ୍ରୁନ) [215,980,340,995]
ipl-substory-headline: ବମ୍ବେ ହାଇକୋର୍ଟଙ୍କ ନିର୍ଦ୍ଦେଶ, ମହାରାଷ୍ଟ୍ରରେ ୧୩ ମ୍ୟାଚ କରିବା ସମ୍ଭବ ନୁହେଁ [883,1891,1095,1955]
print-color-bar [0,2192,1500,2222]
page-header [30,6,1470,42]
classified-logo: ClassifieD [39,227,566,329]
zodiac-icon [1125,268,1155,298]
automobile-label: AUTOMOBILE [31,461,207,489]
rashi-text: ବ୍ୟବସାୟରେ ନୂଆ ଯୋଜନା ସଫଳ ହେବ । ସନ୍ତାନଙ୍କ ପ୍ରଗତିରେ ମନ ପ୍ରସନ୍ନ ରହିବ । ଯାତ୍ରା ଯୋଗ ଅଛି । ଅନାବଶ୍ୟକ ଖର୍ଚ୍ଚରୁ ଦୂରେଇ ରୁହନ୍ତୁ । [1161,215,1470,261]
khatire-banner-khatire: ଖଟିରେ [724,70,806,106]
birthday-form-box [30,58,575,226]
ipl-story [580,1205,1118,1695]
business-ad-1-code: D-45402 [365,396,400,405]
real-estate-ad-6-code: D-44489 [173,1287,208,1296]
gugul-wishes-text [405,611,575,691]
zodiac-icon [1125,382,1155,412]
rudra-wish-ad [215,872,400,980]
heart-icon: ♥ [518,697,546,732]
rashi-name: ଧନୁ: [1161,496,1186,512]
chapuda-body-continued [590,359,915,443]
rashi-name: ମୀନ: [1161,610,1190,626]
gugul-wish-ad [405,470,575,577]
